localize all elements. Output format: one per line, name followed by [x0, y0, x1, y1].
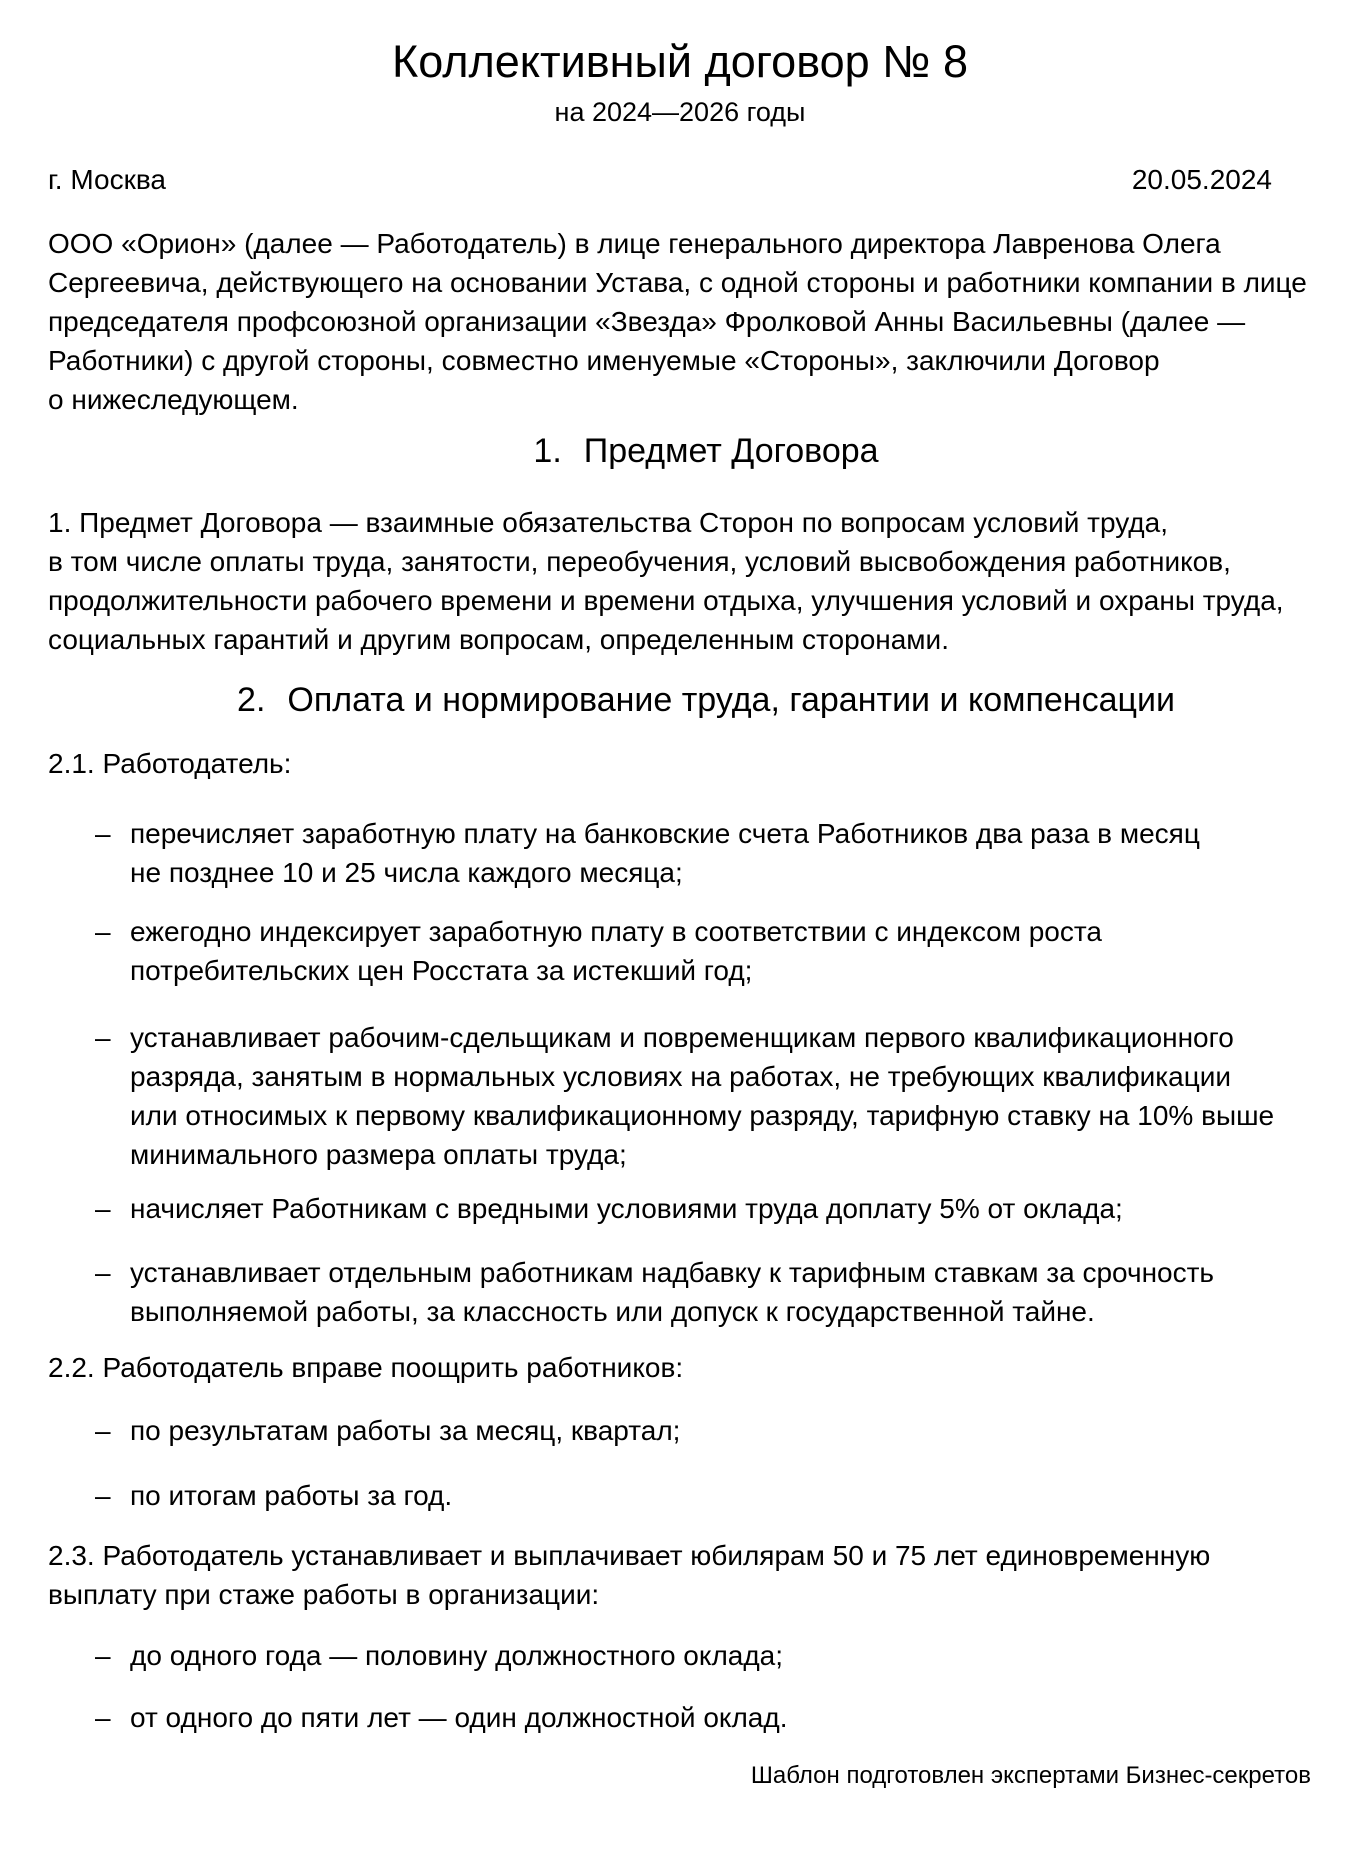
section-1-paragraph: [48, 503, 1284, 659]
section-2-title: Оплата и нормирование труда, гарантии и компенсации: [287, 681, 1175, 719]
list-item: [48, 1189, 1272, 1228]
text-line: о нижеследующем.: [48, 384, 299, 415]
text-line: 2.1. Работодатель:: [48, 748, 292, 779]
list-item: [48, 1018, 1275, 1174]
text-line: в том числе оплаты труда, занятости, переобучения, условий высвобождения работников,: [48, 546, 1231, 577]
section-1-number: 1.: [533, 432, 562, 470]
text-line: Сергеевича, действующего на основании Устава, с одной стороны и работники компании в лице: [48, 267, 1307, 298]
dash-bullet-icon: –: [95, 1257, 111, 1288]
dash-bullet-icon: –: [95, 1702, 111, 1733]
list-item: [48, 912, 1272, 990]
list-item-text: [130, 1189, 1272, 1228]
footer-credit: Шаблон подготовлен экспертами Бизнес-секретов: [750, 1762, 1311, 1789]
text-line: устанавливает отдельным работникам надбавку к тарифным ставкам за срочность: [130, 1257, 1215, 1288]
document-title: Коллективный договор № 8: [392, 36, 968, 87]
text-line: выполняемой работы, за классность или допуск к государственной тайне.: [130, 1296, 1095, 1327]
text-line: 2.2. Работодатель вправе поощрить работников:: [48, 1352, 684, 1383]
dash-bullet-icon: –: [95, 1640, 111, 1671]
text-line: выплату при стаже работы в организации:: [48, 1579, 600, 1610]
text-line: минимального размера оплаты труда;: [130, 1139, 627, 1170]
text-line: устанавливает рабочим-сдельщикам и повременщикам первого квалификационного: [130, 1022, 1234, 1053]
place-date-row: [48, 160, 1272, 200]
clause-2-2-intro: [48, 1348, 1272, 1387]
text-line: ООО «Орион» (далее — Работодатель) в лице генерального директора Лавренова Олега: [48, 228, 1221, 259]
list-item-text: [130, 1636, 1272, 1675]
section-2-number: 2.: [237, 681, 266, 719]
place-label: г. Москва: [48, 164, 166, 195]
dash-bullet-icon: –: [95, 818, 111, 849]
text-line: социальных гарантий и другим вопросам, определенным сторонами.: [48, 624, 949, 655]
list-item: [48, 1476, 1272, 1515]
text-line: по итогам работы за год.: [130, 1480, 453, 1511]
list-item: [48, 814, 1272, 892]
text-line: 2.3. Работодатель устанавливает и выплачивает юбилярам 50 и 75 лет единовременную: [48, 1540, 1211, 1571]
text-line: Работники) с другой стороны, совместно именуемые «Стороны», заключили Договор: [48, 345, 1160, 376]
dash-bullet-icon: –: [95, 1480, 111, 1511]
list-item-text: [130, 814, 1272, 892]
text-line: председателя профсоюзной организации «Звезда» Фролковой Анны Васильевны (далее —: [48, 306, 1246, 337]
text-line: ежегодно индексирует заработную плату в соответствии с индексом роста: [130, 916, 1102, 947]
section-1-title: Предмет Договора: [583, 432, 879, 470]
text-line: начисляет Работникам с вредными условиями труда доплату 5% от оклада;: [130, 1193, 1123, 1224]
list-item-text: [130, 1698, 1272, 1737]
section-1-heading: [48, 429, 1272, 473]
dash-bullet-icon: –: [95, 1415, 111, 1446]
text-line: или относимых к первому квалификационному разряду, тарифную ставку на 10% выше: [130, 1100, 1275, 1131]
list-item: [48, 1698, 1272, 1737]
list-item: [48, 1636, 1272, 1675]
document-subtitle: на 2024—2026 годы: [554, 97, 806, 127]
text-line: потребительских цен Росстата за истекший год;: [130, 955, 753, 986]
list-item-text: [130, 1476, 1272, 1515]
clause-2-1-intro: [48, 744, 1272, 783]
preamble-paragraph: [48, 224, 1307, 419]
list-item-text: [130, 1018, 1275, 1174]
text-line: перечисляет заработную плату на банковские счета Работников два раза в месяц: [130, 818, 1200, 849]
text-line: продолжительности рабочего времени и времени отдыха, улучшения условий и охраны труда,: [48, 585, 1284, 616]
text-line: от одного до пяти лет — один должностной оклад.: [130, 1702, 788, 1733]
text-line: разряда, занятым в нормальных условиях на работах, не требующих квалификации: [130, 1061, 1232, 1092]
dash-bullet-icon: –: [95, 916, 111, 947]
list-item-text: [130, 912, 1272, 990]
list-item: [48, 1253, 1272, 1331]
text-line: до одного года — половину должностного оклада;: [130, 1640, 784, 1671]
section-2-heading: [48, 678, 1272, 722]
dash-bullet-icon: –: [95, 1022, 111, 1053]
text-line: 1. Предмет Договора — взаимные обязательства Сторон по вопросам условий труда,: [48, 507, 1168, 538]
text-line: по результатам работы за месяц, квартал;: [130, 1415, 681, 1446]
list-item-text: [130, 1411, 1272, 1450]
date-label: 20.05.2024: [1131, 164, 1272, 195]
dash-bullet-icon: –: [95, 1193, 111, 1224]
text-line: не позднее 10 и 25 числа каждого месяца;: [130, 857, 683, 888]
clause-2-3-intro: [48, 1536, 1272, 1614]
list-item-text: [130, 1253, 1272, 1331]
list-item: [48, 1411, 1272, 1450]
